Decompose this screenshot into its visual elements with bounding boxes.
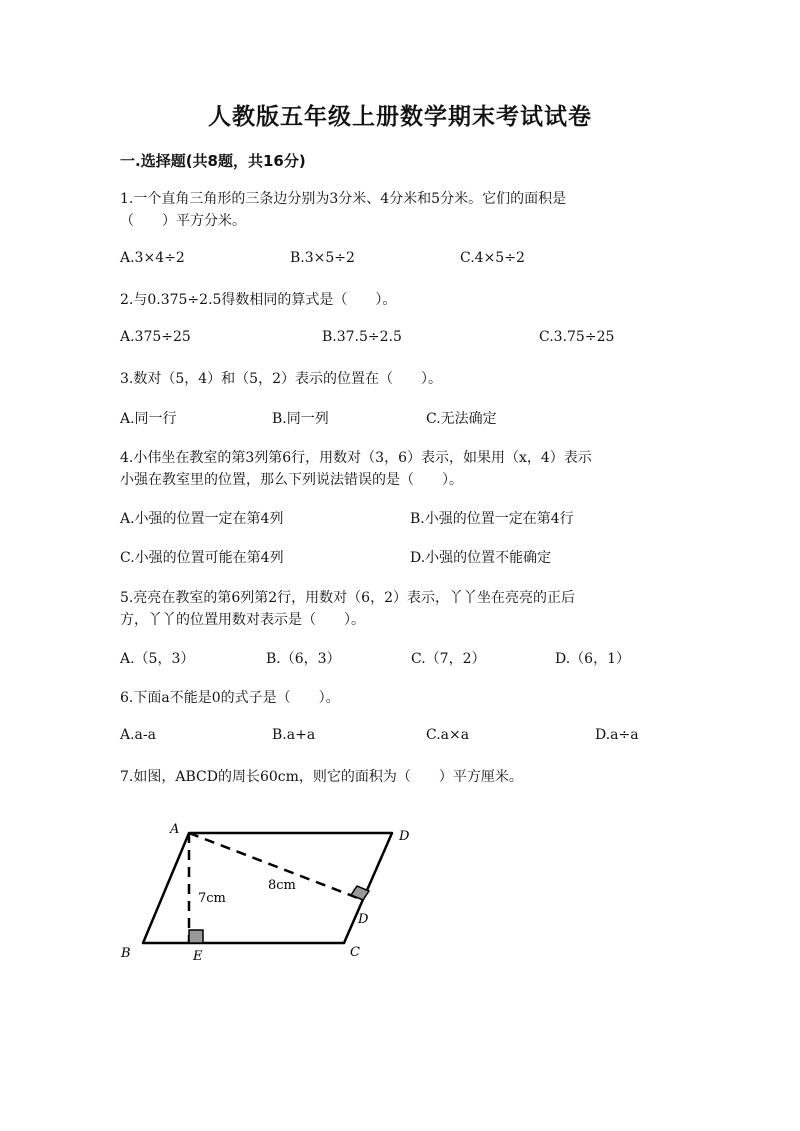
diagonal-label: 8cm [268,878,296,893]
question-4-option-c: C.小强的位置可能在第4列 [120,550,284,566]
vertex-label-a: A [170,822,180,837]
question-1-line-2: （ ）平方分米。 [120,213,246,229]
right-angle-mark-d [351,886,369,900]
question-7-line-1: 7.如图，ABCD的周长60cm，则它的面积为（ ）平方厘米。 [120,769,523,785]
question-5-line-1: 5.亮亮在教室的第6列第2行，用数对（6，2）表示，丫丫坐在亮亮的正后 [120,590,575,606]
right-angle-mark-e [189,930,203,943]
vertex-label-c: C [350,945,360,960]
question-4-line-1: 4.小伟坐在教室的第3列第6行，用数对（3，6）表示，如果用（x，4）表示 [120,450,592,466]
question-3-option-c: C.无法确定 [426,411,497,427]
question-2-option-b: B.37.5÷2.5 [322,329,402,345]
question-4-option-d: D.小强的位置不能确定 [410,550,552,566]
question-5-line-2: 方，丫丫的位置用数对表示是（ ）。 [120,612,365,628]
question-1-line-1: 1.一个直角三角形的三条边分别为3分米、4分米和5分米。它们的面积是 [120,191,567,207]
question-5-option-b: B.（6，3） [266,651,341,667]
vertex-label-d-top: D [399,829,410,844]
question-5-option-d: D.（6，1） [555,651,630,667]
section-heading: 一.选择题(共8题，共16分) [120,152,306,170]
question-6-option-b: B.a+a [272,727,316,743]
question-6-option-a: A.a-a [120,727,156,743]
question-4-option-a: A.小强的位置一定在第4列 [120,511,284,527]
question-5-option-c: C.（7，2） [411,651,486,667]
question-4-option-b: B.小强的位置一定在第4行 [410,511,574,527]
question-6-option-c: C.a×a [426,727,470,743]
question-3-option-b: B.同一列 [272,411,329,427]
question-4-line-2: 小强在教室里的位置，那么下列说法错误的是（ ）。 [120,472,463,488]
question-3-line-1: 3.数对（5，4）和（5，2）表示的位置在（ ）。 [120,371,442,387]
question-6-line-1: 6.下面a不能是0的式子是（ ）。 [120,690,340,706]
question-1-option-c: C.4×5÷2 [460,250,525,266]
vertex-label-e: E [193,949,203,964]
question-3-option-a: A.同一行 [120,411,177,427]
height-label: 7cm [198,891,226,906]
question-1-option-b: B.3×5÷2 [290,250,355,266]
question-1-option-a: A.3×4÷2 [120,250,185,266]
question-2-option-a: A.375÷25 [120,329,191,345]
page-title: 人教版五年级上册数学期末考试试卷 [208,104,592,130]
vertex-label-d-foot: D [358,912,369,927]
vertex-label-b: B [121,946,131,961]
question-2-option-c: C.3.75÷25 [539,329,615,345]
question-5-option-a: A.（5，3） [120,651,195,667]
question-2-line-1: 2.与0.375÷2.5得数相同的算式是（ ）。 [120,292,397,308]
question-6-option-d: D.a÷a [595,727,639,743]
